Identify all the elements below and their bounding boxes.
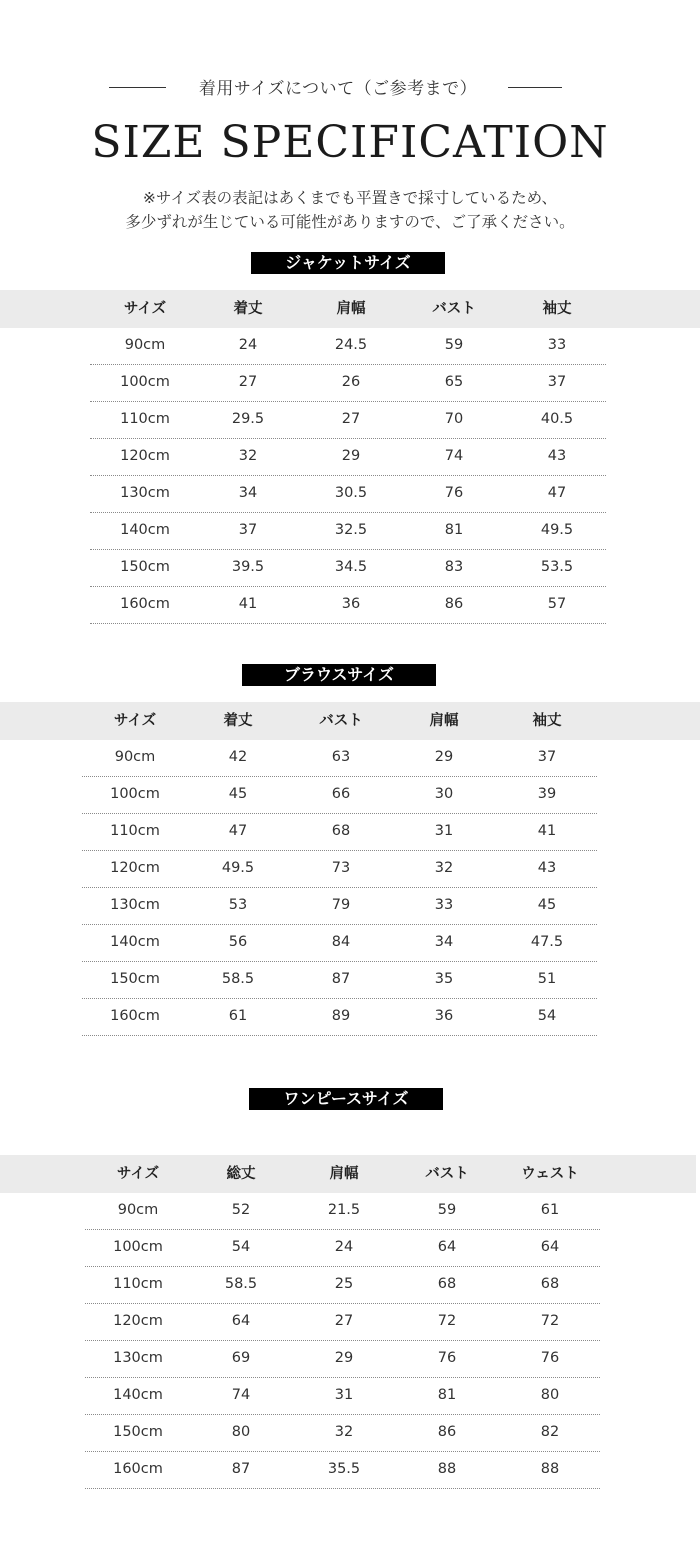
table-cell: 33 xyxy=(434,897,454,913)
table-row xyxy=(85,1230,600,1267)
table-cell: 47 xyxy=(228,823,248,839)
table-cell: 37 xyxy=(537,749,557,765)
subtitle-line xyxy=(0,74,700,102)
table-cell: 30 xyxy=(434,786,454,802)
table-cell: 89 xyxy=(331,1008,351,1024)
table-cell: 34.5 xyxy=(334,559,368,575)
table-cell: 90cm xyxy=(124,337,166,353)
table-cell: 29 xyxy=(334,1350,354,1366)
table-cell: 42 xyxy=(228,749,248,765)
table-cell: 86 xyxy=(444,596,464,612)
column-header: 肩幅 xyxy=(329,1166,359,1182)
table-row xyxy=(90,402,606,439)
table-cell: 39 xyxy=(537,786,557,802)
table-cell: 31 xyxy=(434,823,454,839)
table-cell: 56 xyxy=(228,934,248,950)
column-header: 総丈 xyxy=(226,1166,256,1182)
table-cell: 130cm xyxy=(113,1350,163,1366)
table-cell: 72 xyxy=(437,1313,457,1329)
table-cell: 100cm xyxy=(120,374,170,390)
table-cell: 84 xyxy=(331,934,351,950)
table-cell: 120cm xyxy=(113,1313,163,1329)
table-cell: 69 xyxy=(231,1350,251,1366)
column-header: バスト xyxy=(432,301,476,317)
table-cell: 74 xyxy=(444,448,464,464)
column-header: 袖丈 xyxy=(532,713,562,729)
table-cell: 86 xyxy=(437,1424,457,1440)
table-cell: 68 xyxy=(331,823,351,839)
table-cell: 47.5 xyxy=(530,934,564,950)
table-cell: 100cm xyxy=(110,786,160,802)
table-cell: 47 xyxy=(547,485,567,501)
table-cell: 54 xyxy=(537,1008,557,1024)
table-cell: 120cm xyxy=(120,448,170,464)
table-row xyxy=(90,550,606,587)
table-cell: 87 xyxy=(331,971,351,987)
table-cell: 31 xyxy=(334,1387,354,1403)
table-cell: 110cm xyxy=(120,411,170,427)
table-cell: 80 xyxy=(231,1424,251,1440)
table-cell: 72 xyxy=(540,1313,560,1329)
table-cell: 74 xyxy=(231,1387,251,1403)
row-divider xyxy=(82,1035,597,1036)
table-cell: 59 xyxy=(437,1202,457,1218)
table-cell: 68 xyxy=(540,1276,560,1292)
table-cell: 33 xyxy=(547,337,567,353)
table-row xyxy=(82,740,597,777)
note-line: ※サイズ表の表記はあくまでも平置きで採寸しているため、 xyxy=(142,189,558,207)
table-cell: 68 xyxy=(437,1276,457,1292)
table-cell: 53 xyxy=(228,897,248,913)
table-cell: 24 xyxy=(334,1239,354,1255)
table-cell: 150cm xyxy=(113,1424,163,1440)
table-cell: 37 xyxy=(547,374,567,390)
table-cell: 100cm xyxy=(113,1239,163,1255)
table-cell: 32 xyxy=(434,860,454,876)
table-cell: 36 xyxy=(341,596,361,612)
table-cell: 32 xyxy=(334,1424,354,1440)
column-header: ウェスト xyxy=(521,1166,579,1182)
table-row xyxy=(85,1378,600,1415)
column-header: 着丈 xyxy=(223,713,253,729)
table-cell: 35.5 xyxy=(327,1461,361,1477)
table-row xyxy=(90,328,606,365)
table-cell: 32.5 xyxy=(334,522,368,538)
right-rule xyxy=(508,87,562,88)
table-cell: 76 xyxy=(437,1350,457,1366)
table-cell: 110cm xyxy=(110,823,160,839)
table-cell: 34 xyxy=(238,485,258,501)
table-cell: 160cm xyxy=(120,596,170,612)
table-header xyxy=(0,1155,696,1193)
table-cell: 64 xyxy=(540,1239,560,1255)
table-cell: 27 xyxy=(334,1313,354,1329)
column-header: バスト xyxy=(319,713,363,729)
row-divider xyxy=(85,1488,600,1489)
table-cell: 29 xyxy=(434,749,454,765)
table-cell: 76 xyxy=(540,1350,560,1366)
table-cell: 29.5 xyxy=(231,411,265,427)
table-cell: 49.5 xyxy=(221,860,255,876)
column-header: サイズ xyxy=(123,301,167,317)
table-cell: 29 xyxy=(341,448,361,464)
table-row xyxy=(85,1193,600,1230)
table-row xyxy=(85,1341,600,1378)
column-header: 肩幅 xyxy=(336,301,366,317)
row-divider xyxy=(90,623,606,624)
table-cell: 52 xyxy=(231,1202,251,1218)
table-cell: 76 xyxy=(444,485,464,501)
table-cell: 21.5 xyxy=(327,1202,361,1218)
size-note xyxy=(0,186,700,234)
table-row xyxy=(85,1452,600,1489)
table-cell: 150cm xyxy=(110,971,160,987)
table-header xyxy=(0,290,700,328)
table-cell: 34 xyxy=(434,934,454,950)
column-header: 袖丈 xyxy=(542,301,572,317)
table-cell: 150cm xyxy=(120,559,170,575)
table-cell: 61 xyxy=(228,1008,248,1024)
table-cell: 81 xyxy=(444,522,464,538)
table-row xyxy=(82,814,597,851)
table-cell: 58.5 xyxy=(224,1276,258,1292)
table-row xyxy=(90,587,606,624)
table-cell: 43 xyxy=(547,448,567,464)
table-cell: 24 xyxy=(238,337,258,353)
column-header: サイズ xyxy=(116,1166,160,1182)
table-cell: 79 xyxy=(331,897,351,913)
table-cell: 30.5 xyxy=(334,485,368,501)
column-header: バスト xyxy=(425,1166,469,1182)
table-label: ブラウスサイズ xyxy=(242,664,436,686)
table-cell: 41 xyxy=(537,823,557,839)
table-row xyxy=(90,476,606,513)
table-cell: 59 xyxy=(444,337,464,353)
column-header: サイズ xyxy=(113,713,157,729)
table-cell: 90cm xyxy=(117,1202,159,1218)
table-row xyxy=(85,1267,600,1304)
table-cell: 110cm xyxy=(113,1276,163,1292)
table-cell: 87 xyxy=(231,1461,251,1477)
table-cell: 81 xyxy=(437,1387,457,1403)
table-label: ジャケットサイズ xyxy=(251,252,445,274)
table-header xyxy=(0,702,700,740)
table-row xyxy=(90,439,606,476)
table-cell: 88 xyxy=(437,1461,457,1477)
table-row xyxy=(82,851,597,888)
table-cell: 40.5 xyxy=(540,411,574,427)
table-cell: 36 xyxy=(434,1008,454,1024)
table-cell: 130cm xyxy=(120,485,170,501)
table-cell: 45 xyxy=(228,786,248,802)
table-row xyxy=(82,962,597,999)
table-cell: 70 xyxy=(444,411,464,427)
table-cell: 80 xyxy=(540,1387,560,1403)
table-cell: 27 xyxy=(341,411,361,427)
table-cell: 160cm xyxy=(113,1461,163,1477)
table-cell: 57 xyxy=(547,596,567,612)
column-header: 肩幅 xyxy=(429,713,459,729)
table-cell: 24.5 xyxy=(334,337,368,353)
column-header: 着丈 xyxy=(233,301,263,317)
table-cell: 49.5 xyxy=(540,522,574,538)
table-cell: 32 xyxy=(238,448,258,464)
table-cell: 63 xyxy=(331,749,351,765)
table-cell: 73 xyxy=(331,860,351,876)
table-cell: 35 xyxy=(434,971,454,987)
table-row xyxy=(85,1415,600,1452)
table-cell: 25 xyxy=(334,1276,354,1292)
table-cell: 83 xyxy=(444,559,464,575)
table-cell: 140cm xyxy=(120,522,170,538)
table-label: ワンピースサイズ xyxy=(249,1088,443,1110)
table-row xyxy=(90,365,606,402)
table-cell: 26 xyxy=(341,374,361,390)
table-row xyxy=(82,888,597,925)
table-row xyxy=(82,925,597,962)
table-cell: 64 xyxy=(231,1313,251,1329)
table-cell: 41 xyxy=(238,596,258,612)
table-row xyxy=(82,999,597,1036)
table-cell: 27 xyxy=(238,374,258,390)
table-cell: 82 xyxy=(540,1424,560,1440)
table-cell: 43 xyxy=(537,860,557,876)
table-cell: 120cm xyxy=(110,860,160,876)
table-cell: 64 xyxy=(437,1239,457,1255)
note-line: 多少ずれが生じている可能性がありますので、ご了承ください。 xyxy=(125,213,575,231)
table-cell: 140cm xyxy=(110,934,160,950)
table-cell: 51 xyxy=(537,971,557,987)
table-row xyxy=(85,1304,600,1341)
table-cell: 37 xyxy=(238,522,258,538)
table-cell: 61 xyxy=(540,1202,560,1218)
table-cell: 130cm xyxy=(110,897,160,913)
table-cell: 45 xyxy=(537,897,557,913)
table-cell: 53.5 xyxy=(540,559,574,575)
table-cell: 58.5 xyxy=(221,971,255,987)
table-cell: 65 xyxy=(444,374,464,390)
table-cell: 39.5 xyxy=(231,559,265,575)
table-cell: 88 xyxy=(540,1461,560,1477)
table-cell: 90cm xyxy=(114,749,156,765)
table-cell: 140cm xyxy=(113,1387,163,1403)
table-cell: 54 xyxy=(231,1239,251,1255)
left-rule xyxy=(109,87,166,88)
page-title: SIZE SPECIFICATION xyxy=(91,117,609,168)
table-row xyxy=(82,777,597,814)
table-row xyxy=(90,513,606,550)
table-cell: 66 xyxy=(331,786,351,802)
subtitle: 着用サイズについて（ご参考まで） xyxy=(198,79,478,99)
table-cell: 160cm xyxy=(110,1008,160,1024)
